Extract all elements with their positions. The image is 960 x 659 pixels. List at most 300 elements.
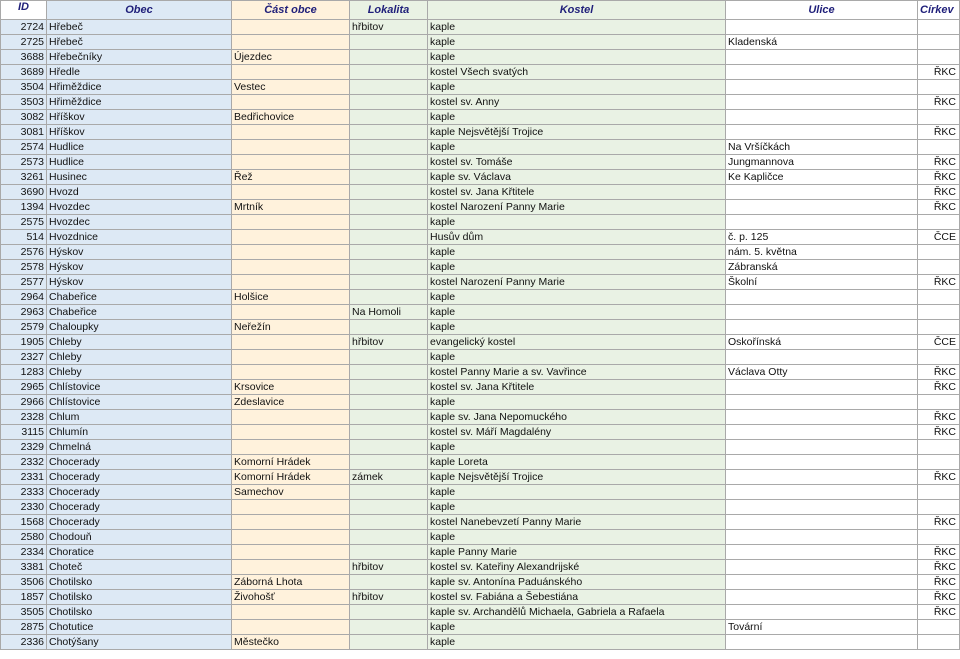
- cell-ulice[interactable]: [726, 530, 918, 545]
- cell-obec[interactable]: Chodouň: [47, 530, 232, 545]
- cell-ulice[interactable]: [726, 425, 918, 440]
- cell-ulice[interactable]: [726, 470, 918, 485]
- table-row[interactable]: [1, 305, 960, 320]
- table-row[interactable]: [1, 545, 960, 560]
- cell-lokalita[interactable]: [350, 230, 428, 245]
- cell-ulice[interactable]: Jungmannova: [726, 155, 918, 170]
- cell-cirkev[interactable]: ŘKC: [918, 410, 960, 425]
- cell-obec[interactable]: Hýskov: [47, 245, 232, 260]
- cell-ulice[interactable]: Ke Kapličce: [726, 170, 918, 185]
- cell-id[interactable]: 2332: [1, 455, 47, 470]
- cell-cirkev[interactable]: [918, 35, 960, 50]
- cell-obec[interactable]: Hřiměždice: [47, 95, 232, 110]
- cell-cast-obce[interactable]: Neřežín: [232, 320, 350, 335]
- cell-obec[interactable]: Hříškov: [47, 125, 232, 140]
- cell-kostel[interactable]: kaple sv. Antonína Paduánského: [428, 575, 726, 590]
- cell-lokalita[interactable]: [350, 155, 428, 170]
- cell-id[interactable]: 3688: [1, 50, 47, 65]
- cell-lokalita[interactable]: hřbitov: [350, 335, 428, 350]
- cell-id[interactable]: 2964: [1, 290, 47, 305]
- cell-cast-obce[interactable]: Živohošť: [232, 590, 350, 605]
- cell-cast-obce[interactable]: Bedřichovice: [232, 110, 350, 125]
- cell-id[interactable]: 3081: [1, 125, 47, 140]
- cell-kostel[interactable]: evangelický kostel: [428, 335, 726, 350]
- cell-id[interactable]: 2577: [1, 275, 47, 290]
- cell-ulice[interactable]: [726, 95, 918, 110]
- cell-obec[interactable]: Chocerady: [47, 470, 232, 485]
- cell-id[interactable]: 3506: [1, 575, 47, 590]
- cell-id[interactable]: 1568: [1, 515, 47, 530]
- cell-cast-obce[interactable]: Újezdec: [232, 50, 350, 65]
- cell-kostel[interactable]: kostel sv. Jana Křtitele: [428, 380, 726, 395]
- table-row[interactable]: [1, 245, 960, 260]
- cell-ulice[interactable]: Na Vršíčkách: [726, 140, 918, 155]
- cell-obec[interactable]: Chabeřice: [47, 305, 232, 320]
- header-ulice[interactable]: Ulice: [726, 1, 918, 20]
- cell-lokalita[interactable]: [350, 185, 428, 200]
- cell-cirkev[interactable]: ŘKC: [918, 515, 960, 530]
- cell-cirkev[interactable]: ŘKC: [918, 155, 960, 170]
- cell-cast-obce[interactable]: [232, 350, 350, 365]
- cell-obec[interactable]: Hříškov: [47, 110, 232, 125]
- cell-kostel[interactable]: kaple Panny Marie: [428, 545, 726, 560]
- cell-obec[interactable]: Hřebeč: [47, 20, 232, 35]
- table-row[interactable]: [1, 275, 960, 290]
- cell-ulice[interactable]: [726, 215, 918, 230]
- cell-lokalita[interactable]: [350, 350, 428, 365]
- cell-kostel[interactable]: kaple: [428, 485, 726, 500]
- cell-id[interactable]: 2875: [1, 620, 47, 635]
- cell-kostel[interactable]: kostel sv. Kateřiny Alexandrijské: [428, 560, 726, 575]
- cell-ulice[interactable]: [726, 410, 918, 425]
- cell-cast-obce[interactable]: Zdeslavice: [232, 395, 350, 410]
- cell-ulice[interactable]: [726, 545, 918, 560]
- cell-ulice[interactable]: Václava Otty: [726, 365, 918, 380]
- cell-kostel[interactable]: kaple: [428, 35, 726, 50]
- table-row[interactable]: [1, 200, 960, 215]
- cell-lokalita[interactable]: [350, 365, 428, 380]
- cell-cirkev[interactable]: ŘKC: [918, 470, 960, 485]
- table-row[interactable]: [1, 185, 960, 200]
- cell-cirkev[interactable]: ŘKC: [918, 275, 960, 290]
- cell-ulice[interactable]: [726, 50, 918, 65]
- cell-id[interactable]: 1283: [1, 365, 47, 380]
- cell-cast-obce[interactable]: [232, 20, 350, 35]
- cell-obec[interactable]: Chotilsko: [47, 605, 232, 620]
- cell-cast-obce[interactable]: Vestec: [232, 80, 350, 95]
- cell-cast-obce[interactable]: [232, 95, 350, 110]
- table-row[interactable]: [1, 470, 960, 485]
- cell-obec[interactable]: Hřebeč: [47, 35, 232, 50]
- cell-id[interactable]: 2965: [1, 380, 47, 395]
- cell-kostel[interactable]: kaple Nejsvětější Trojice: [428, 470, 726, 485]
- table-row[interactable]: [1, 605, 960, 620]
- cell-lokalita[interactable]: [350, 395, 428, 410]
- cell-ulice[interactable]: [726, 605, 918, 620]
- cell-cirkev[interactable]: ŘKC: [918, 380, 960, 395]
- cell-ulice[interactable]: [726, 305, 918, 320]
- cell-id[interactable]: 2724: [1, 20, 47, 35]
- cell-obec[interactable]: Chmelná: [47, 440, 232, 455]
- cell-ulice[interactable]: [726, 485, 918, 500]
- cell-cirkev[interactable]: ŘKC: [918, 170, 960, 185]
- cell-cast-obce[interactable]: [232, 245, 350, 260]
- header-cast-obce[interactable]: Část obce: [232, 1, 350, 20]
- table-row[interactable]: [1, 95, 960, 110]
- cell-lokalita[interactable]: [350, 140, 428, 155]
- cell-ulice[interactable]: nám. 5. května: [726, 245, 918, 260]
- cell-cirkev[interactable]: ŘKC: [918, 65, 960, 80]
- cell-id[interactable]: 3690: [1, 185, 47, 200]
- cell-cirkev[interactable]: [918, 500, 960, 515]
- cell-cast-obce[interactable]: [232, 365, 350, 380]
- cell-kostel[interactable]: kaple sv. Václava: [428, 170, 726, 185]
- cell-id[interactable]: 2327: [1, 350, 47, 365]
- cell-id[interactable]: 2573: [1, 155, 47, 170]
- cell-id[interactable]: 2328: [1, 410, 47, 425]
- cell-kostel[interactable]: kaple: [428, 20, 726, 35]
- cell-obec[interactable]: Hýskov: [47, 275, 232, 290]
- cell-cirkev[interactable]: [918, 290, 960, 305]
- cell-obec[interactable]: Choteč: [47, 560, 232, 575]
- table-row[interactable]: [1, 380, 960, 395]
- cell-ulice[interactable]: [726, 575, 918, 590]
- cell-cast-obce[interactable]: Krsovice: [232, 380, 350, 395]
- table-row[interactable]: [1, 230, 960, 245]
- table-row[interactable]: [1, 635, 960, 650]
- cell-cirkev[interactable]: ŘKC: [918, 125, 960, 140]
- header-kostel[interactable]: Kostel: [428, 1, 726, 20]
- cell-obec[interactable]: Hvozdnice: [47, 230, 232, 245]
- cell-ulice[interactable]: [726, 20, 918, 35]
- cell-obec[interactable]: Chaloupky: [47, 320, 232, 335]
- cell-kostel[interactable]: kaple: [428, 215, 726, 230]
- cell-cast-obce[interactable]: [232, 140, 350, 155]
- table-row[interactable]: [1, 110, 960, 125]
- cell-obec[interactable]: Husinec: [47, 170, 232, 185]
- cell-cirkev[interactable]: ŘKC: [918, 545, 960, 560]
- cell-cast-obce[interactable]: [232, 215, 350, 230]
- table-row[interactable]: [1, 530, 960, 545]
- cell-obec[interactable]: Hudlice: [47, 155, 232, 170]
- cell-cirkev[interactable]: [918, 320, 960, 335]
- cell-cirkev[interactable]: ČCE: [918, 230, 960, 245]
- cell-cirkev[interactable]: [918, 530, 960, 545]
- cell-ulice[interactable]: [726, 125, 918, 140]
- cell-id[interactable]: 2336: [1, 635, 47, 650]
- cell-cast-obce[interactable]: [232, 305, 350, 320]
- cell-cirkev[interactable]: [918, 620, 960, 635]
- cell-cirkev[interactable]: [918, 305, 960, 320]
- cell-cast-obce[interactable]: Komorní Hrádek: [232, 455, 350, 470]
- cell-kostel[interactable]: kostel Všech svatých: [428, 65, 726, 80]
- cell-lokalita[interactable]: hřbitov: [350, 590, 428, 605]
- cell-obec[interactable]: Chleby: [47, 335, 232, 350]
- cell-cirkev[interactable]: [918, 110, 960, 125]
- cell-obec[interactable]: Hvozdec: [47, 200, 232, 215]
- cell-ulice[interactable]: č. p. 125: [726, 230, 918, 245]
- cell-id[interactable]: 2966: [1, 395, 47, 410]
- cell-cirkev[interactable]: [918, 20, 960, 35]
- cell-kostel[interactable]: kaple Nejsvětější Trojice: [428, 125, 726, 140]
- cell-kostel[interactable]: kostel Nanebevzetí Panny Marie: [428, 515, 726, 530]
- cell-id[interactable]: 3082: [1, 110, 47, 125]
- cell-kostel[interactable]: kaple: [428, 500, 726, 515]
- cell-id[interactable]: 3689: [1, 65, 47, 80]
- cell-obec[interactable]: Chocerady: [47, 500, 232, 515]
- cell-lokalita[interactable]: [350, 500, 428, 515]
- cell-ulice[interactable]: [726, 455, 918, 470]
- cell-cast-obce[interactable]: [232, 440, 350, 455]
- cell-obec[interactable]: Chlum: [47, 410, 232, 425]
- cell-ulice[interactable]: [726, 65, 918, 80]
- cell-cirkev[interactable]: [918, 260, 960, 275]
- cell-cast-obce[interactable]: [232, 125, 350, 140]
- cell-cast-obce[interactable]: [232, 425, 350, 440]
- cell-obec[interactable]: Chleby: [47, 365, 232, 380]
- cell-kostel[interactable]: kostel sv. Anny: [428, 95, 726, 110]
- cell-ulice[interactable]: Oskořínská: [726, 335, 918, 350]
- cell-obec[interactable]: Hvozdec: [47, 215, 232, 230]
- cell-cast-obce[interactable]: [232, 230, 350, 245]
- cell-cirkev[interactable]: ŘKC: [918, 560, 960, 575]
- cell-id[interactable]: 2725: [1, 35, 47, 50]
- cell-ulice[interactable]: [726, 515, 918, 530]
- cell-id[interactable]: 2576: [1, 245, 47, 260]
- cell-lokalita[interactable]: [350, 110, 428, 125]
- cell-id[interactable]: 2334: [1, 545, 47, 560]
- cell-id[interactable]: 2329: [1, 440, 47, 455]
- table-row[interactable]: [1, 65, 960, 80]
- cell-kostel[interactable]: kaple: [428, 290, 726, 305]
- cell-cast-obce[interactable]: [232, 530, 350, 545]
- table-row[interactable]: [1, 575, 960, 590]
- cell-lokalita[interactable]: [350, 530, 428, 545]
- cell-kostel[interactable]: kaple: [428, 620, 726, 635]
- table-row[interactable]: [1, 395, 960, 410]
- cell-lokalita[interactable]: [350, 80, 428, 95]
- cell-cast-obce[interactable]: [232, 500, 350, 515]
- cell-lokalita[interactable]: [350, 35, 428, 50]
- cell-obec[interactable]: Chotilsko: [47, 575, 232, 590]
- cell-obec[interactable]: Chocerady: [47, 515, 232, 530]
- cell-lokalita[interactable]: [350, 455, 428, 470]
- cell-id[interactable]: 514: [1, 230, 47, 245]
- cell-cast-obce[interactable]: Komorní Hrádek: [232, 470, 350, 485]
- cell-ulice[interactable]: [726, 290, 918, 305]
- cell-lokalita[interactable]: [350, 200, 428, 215]
- table-row[interactable]: [1, 260, 960, 275]
- cell-kostel[interactable]: kostel sv. Fabiána a Šebestiána: [428, 590, 726, 605]
- cell-lokalita[interactable]: [350, 440, 428, 455]
- cell-lokalita[interactable]: [350, 260, 428, 275]
- cell-obec[interactable]: Chotýšany: [47, 635, 232, 650]
- table-row[interactable]: [1, 500, 960, 515]
- cell-lokalita[interactable]: hřbitov: [350, 560, 428, 575]
- cell-cast-obce[interactable]: Holšice: [232, 290, 350, 305]
- cell-id[interactable]: 3381: [1, 560, 47, 575]
- table-row[interactable]: [1, 515, 960, 530]
- table-row[interactable]: [1, 620, 960, 635]
- cell-kostel[interactable]: kaple: [428, 350, 726, 365]
- cell-id[interactable]: 3504: [1, 80, 47, 95]
- cell-kostel[interactable]: kaple Loreta: [428, 455, 726, 470]
- cell-obec[interactable]: Chlístovice: [47, 395, 232, 410]
- cell-ulice[interactable]: [726, 635, 918, 650]
- cell-lokalita[interactable]: [350, 380, 428, 395]
- table-row[interactable]: [1, 440, 960, 455]
- cell-cirkev[interactable]: ČCE: [918, 335, 960, 350]
- cell-cast-obce[interactable]: Městečko: [232, 635, 350, 650]
- cell-id[interactable]: 3115: [1, 425, 47, 440]
- cell-cast-obce[interactable]: [232, 515, 350, 530]
- table-row[interactable]: [1, 335, 960, 350]
- cell-id[interactable]: 1394: [1, 200, 47, 215]
- cell-ulice[interactable]: [726, 200, 918, 215]
- cell-id[interactable]: 2333: [1, 485, 47, 500]
- cell-obec[interactable]: Chotilsko: [47, 590, 232, 605]
- cell-id[interactable]: 1857: [1, 590, 47, 605]
- table-row[interactable]: [1, 215, 960, 230]
- cell-cirkev[interactable]: [918, 50, 960, 65]
- cell-kostel[interactable]: kaple: [428, 305, 726, 320]
- cell-cirkev[interactable]: [918, 485, 960, 500]
- cell-ulice[interactable]: [726, 380, 918, 395]
- cell-id[interactable]: 2574: [1, 140, 47, 155]
- cell-cast-obce[interactable]: [232, 65, 350, 80]
- table-row[interactable]: [1, 125, 960, 140]
- cell-obec[interactable]: Hředle: [47, 65, 232, 80]
- table-row[interactable]: [1, 410, 960, 425]
- cell-cast-obce[interactable]: [232, 35, 350, 50]
- cell-cirkev[interactable]: ŘKC: [918, 95, 960, 110]
- cell-kostel[interactable]: kaple: [428, 245, 726, 260]
- table-row[interactable]: [1, 155, 960, 170]
- cell-kostel[interactable]: kaple: [428, 50, 726, 65]
- cell-cirkev[interactable]: ŘKC: [918, 605, 960, 620]
- cell-kostel[interactable]: kostel sv. Jana Křtitele: [428, 185, 726, 200]
- table-row[interactable]: [1, 320, 960, 335]
- cell-cirkev[interactable]: ŘKC: [918, 590, 960, 605]
- cell-cirkev[interactable]: [918, 215, 960, 230]
- cell-id[interactable]: 3505: [1, 605, 47, 620]
- table-row[interactable]: [1, 560, 960, 575]
- cell-kostel[interactable]: kaple sv. Jana Nepomuckého: [428, 410, 726, 425]
- cell-ulice[interactable]: [726, 185, 918, 200]
- cell-lokalita[interactable]: [350, 635, 428, 650]
- cell-ulice[interactable]: Školní: [726, 275, 918, 290]
- cell-cirkev[interactable]: [918, 635, 960, 650]
- cell-kostel[interactable]: kaple: [428, 80, 726, 95]
- cell-kostel[interactable]: kaple: [428, 440, 726, 455]
- cell-id[interactable]: 2330: [1, 500, 47, 515]
- cell-lokalita[interactable]: [350, 125, 428, 140]
- table-row[interactable]: [1, 170, 960, 185]
- cell-kostel[interactable]: kostel Narození Panny Marie: [428, 275, 726, 290]
- cell-cast-obce[interactable]: [232, 410, 350, 425]
- cell-lokalita[interactable]: [350, 425, 428, 440]
- table-row[interactable]: [1, 20, 960, 35]
- cell-obec[interactable]: Hřebečníky: [47, 50, 232, 65]
- cell-cast-obce[interactable]: [232, 620, 350, 635]
- cell-ulice[interactable]: [726, 395, 918, 410]
- cell-cast-obce[interactable]: [232, 605, 350, 620]
- cell-ulice[interactable]: [726, 80, 918, 95]
- cell-id[interactable]: 2963: [1, 305, 47, 320]
- cell-kostel[interactable]: kaple: [428, 530, 726, 545]
- cell-ulice[interactable]: [726, 320, 918, 335]
- cell-ulice[interactable]: Zábranská: [726, 260, 918, 275]
- cell-obec[interactable]: Hřiměždice: [47, 80, 232, 95]
- cell-cast-obce[interactable]: Záborná Lhota: [232, 575, 350, 590]
- cell-ulice[interactable]: Tovární: [726, 620, 918, 635]
- cell-lokalita[interactable]: [350, 320, 428, 335]
- cell-kostel[interactable]: kaple: [428, 140, 726, 155]
- cell-id[interactable]: 3503: [1, 95, 47, 110]
- cell-cirkev[interactable]: ŘKC: [918, 575, 960, 590]
- header-obec[interactable]: Obec: [47, 1, 232, 20]
- table-row[interactable]: [1, 350, 960, 365]
- table-row[interactable]: [1, 50, 960, 65]
- cell-cast-obce[interactable]: [232, 185, 350, 200]
- cell-obec[interactable]: Chabeřice: [47, 290, 232, 305]
- cell-cirkev[interactable]: ŘKC: [918, 185, 960, 200]
- cell-id[interactable]: 1905: [1, 335, 47, 350]
- cell-kostel[interactable]: kaple: [428, 395, 726, 410]
- cell-cirkev[interactable]: [918, 140, 960, 155]
- cell-cirkev[interactable]: ŘKC: [918, 425, 960, 440]
- cell-cast-obce[interactable]: Samechov: [232, 485, 350, 500]
- cell-obec[interactable]: Chlístovice: [47, 380, 232, 395]
- table-row[interactable]: [1, 290, 960, 305]
- table-row[interactable]: [1, 455, 960, 470]
- cell-obec[interactable]: Chotutice: [47, 620, 232, 635]
- cell-lokalita[interactable]: [350, 50, 428, 65]
- cell-id[interactable]: 2331: [1, 470, 47, 485]
- cell-cast-obce[interactable]: [232, 155, 350, 170]
- cell-lokalita[interactable]: [350, 575, 428, 590]
- cell-lokalita[interactable]: [350, 545, 428, 560]
- table-row[interactable]: [1, 485, 960, 500]
- cell-lokalita[interactable]: hřbitov: [350, 20, 428, 35]
- cell-lokalita[interactable]: [350, 275, 428, 290]
- table-row[interactable]: [1, 590, 960, 605]
- cell-lokalita[interactable]: Na Homoli: [350, 305, 428, 320]
- cell-kostel[interactable]: kaple: [428, 110, 726, 125]
- cell-cirkev[interactable]: [918, 395, 960, 410]
- cell-id[interactable]: 2575: [1, 215, 47, 230]
- cell-obec[interactable]: Hvozd: [47, 185, 232, 200]
- cell-lokalita[interactable]: [350, 65, 428, 80]
- cell-lokalita[interactable]: [350, 170, 428, 185]
- cell-kostel[interactable]: kaple: [428, 320, 726, 335]
- cell-lokalita[interactable]: [350, 410, 428, 425]
- cell-cast-obce[interactable]: [232, 260, 350, 275]
- cell-cirkev[interactable]: ŘKC: [918, 365, 960, 380]
- cell-lokalita[interactable]: [350, 485, 428, 500]
- cell-obec[interactable]: Hýskov: [47, 260, 232, 275]
- cell-cast-obce[interactable]: Řež: [232, 170, 350, 185]
- table-row[interactable]: [1, 425, 960, 440]
- cell-lokalita[interactable]: [350, 605, 428, 620]
- cell-lokalita[interactable]: zámek: [350, 470, 428, 485]
- cell-ulice[interactable]: [726, 560, 918, 575]
- cell-obec[interactable]: Hudlice: [47, 140, 232, 155]
- cell-kostel[interactable]: kaple sv. Archandělů Michaela, Gabriela a Rafaela: [428, 605, 726, 620]
- cell-ulice[interactable]: [726, 500, 918, 515]
- cell-kostel[interactable]: kostel Panny Marie a sv. Vavřince: [428, 365, 726, 380]
- cell-lokalita[interactable]: [350, 290, 428, 305]
